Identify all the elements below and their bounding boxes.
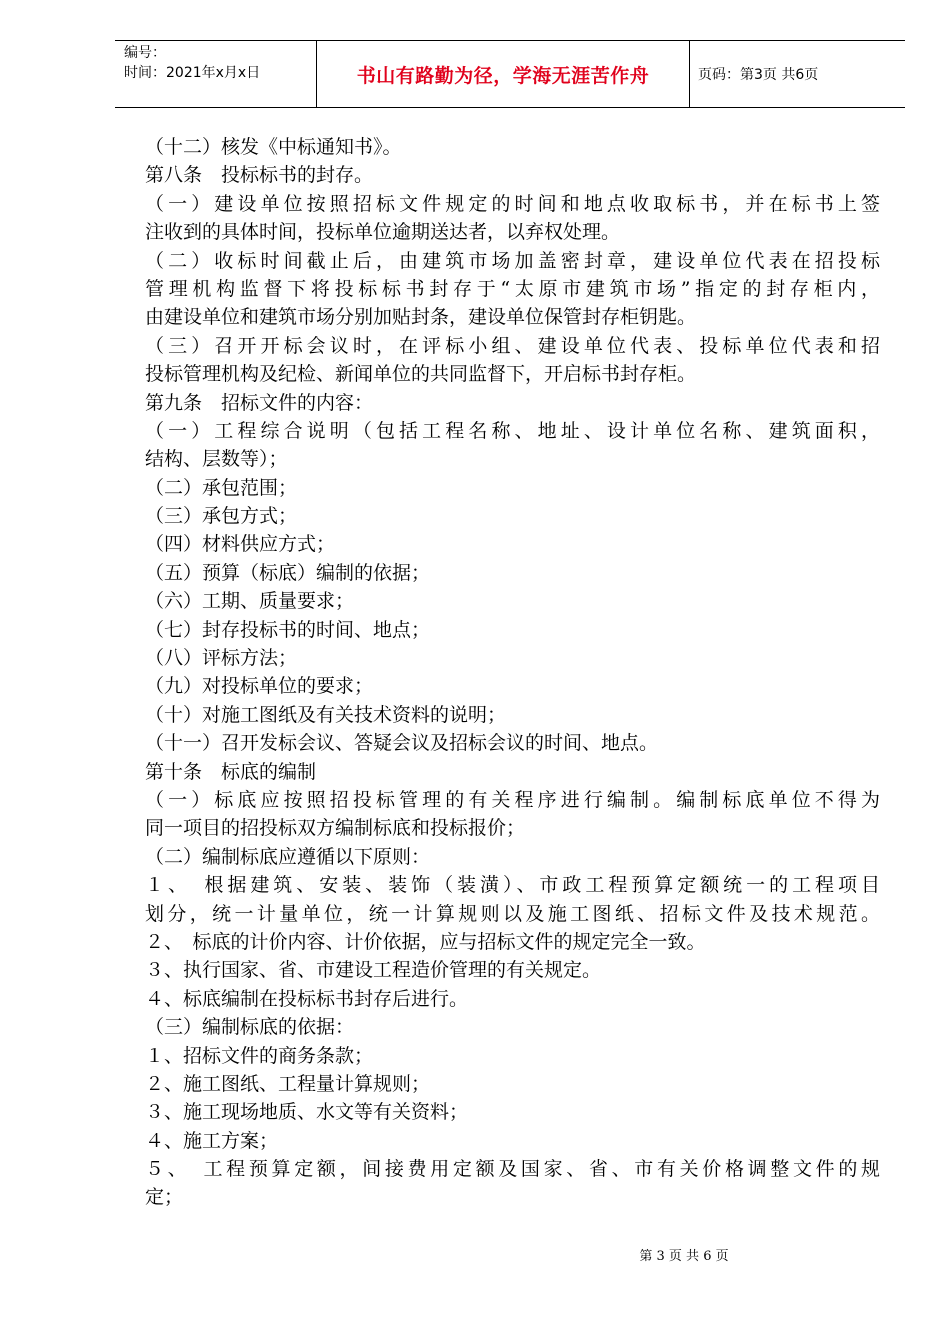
text-line: 结构、层数等）； [145,448,288,471]
header-page-info: 页码：第3页 共6页 [698,67,819,83]
text-line: （二）收标时间截止后，由建筑市场加盖密封章，建设单位代表在招投标 [145,249,880,272]
footer-page-number: 第 3 页 共 6 页 [639,1249,729,1264]
text-line: ４、施工方案； [145,1129,279,1152]
text-line: ２、 标底的计价内容、计价依据，应与招标文件的规定完全一致。 [145,930,706,953]
text-line: （五）预算（标底）编制的依据； [145,561,431,584]
text-line: （一）标底应按照招投标管理的有关程序进行编制。编制标底单位不得为 [145,788,880,811]
text-line: ５、 工程预算定额，间接费用定额及国家、省、市有关价格调整文件的规 [145,1158,880,1181]
header-number-label: 编号： [124,45,166,61]
text-line: ３、施工现场地质、水文等有关资料； [145,1101,469,1124]
document-header [115,40,905,108]
text-line: ２、施工图纸、工程量计算规则； [145,1072,431,1095]
text-line: １、招标文件的商务条款； [145,1044,374,1067]
text-line: （一）工程综合说明（包括工程名称、地址、设计单位名称、建筑面积， [145,419,880,442]
text-line: 由建设单位和建筑市场分别加贴封条，建设单位保管封存柜钥匙。 [145,306,697,329]
text-line: （三）编制标底的依据： [145,1016,355,1039]
text-line: ３、执行国家、省、市建设工程造价管理的有关规定。 [145,959,602,982]
text-line: ４、标底编制在投标标书封存后进行。 [145,987,469,1010]
text-line: 注收到的具体时间，投标单位逾期送达者，以弃权处理。 [145,221,621,244]
text-line: 第八条 投标标书的封存。 [145,164,374,187]
text-line: 第十条 标底的编制 [145,760,317,783]
document-body [145,133,880,1212]
text-line: 投标管理机构及纪检、新闻单位的共同监督下，开启标书封存柜。 [145,363,697,386]
text-line: 划分，统一计量单位，统一计算规则以及施工图纸、招标文件及技术规范。 [145,902,880,925]
text-line: （十）对施工图纸及有关技术资料的说明； [145,703,507,726]
text-line: 管理机构监督下将投标标书封存于“太原市建筑市场”指定的封存柜内， [145,277,880,300]
text-line: 定； [145,1186,184,1209]
text-line: （三）召开开标会议时，在评标小组、建设单位代表、投标单位代表和招 [145,334,880,357]
text-line: （一）建设单位按照招标文件规定的时间和地点收取标书，并在标书上签 [145,192,880,215]
text-line: （十二）核发《中标通知书》。 [145,136,402,158]
text-line: （三）承包方式； [145,505,298,528]
header-slogan: 书山有路勤为径，学海无涯苦作舟 [316,41,690,107]
text-line: （八）评标方法； [145,647,298,670]
text-line: 第九条 招标文件的内容： [145,391,374,414]
text-line: （二）承包范围； [145,476,298,499]
text-line: （六）工期、质量要求； [145,590,355,613]
text-line: （七）封存投标书的时间、地点； [145,618,431,641]
page-footer [0,1245,950,1264]
text-line: 同一项目的招投标双方编制标底和投标报价； [145,817,526,840]
text-line: （四）材料供应方式； [145,533,336,556]
text-line: １、 根据建筑、安装、装饰（装潢）、市政工程预算定额统一的工程项目 [145,874,880,897]
text-line: （九）对投标单位的要求； [145,675,374,698]
text-line: （二）编制标底应遵循以下原则： [145,845,431,868]
text-line: （十一）召开发标会议、答疑会议及招标会议的时间、地点。 [145,732,659,755]
header-meta [115,41,316,107]
header-time-label: 时间：2021年x月x日 [124,65,261,81]
